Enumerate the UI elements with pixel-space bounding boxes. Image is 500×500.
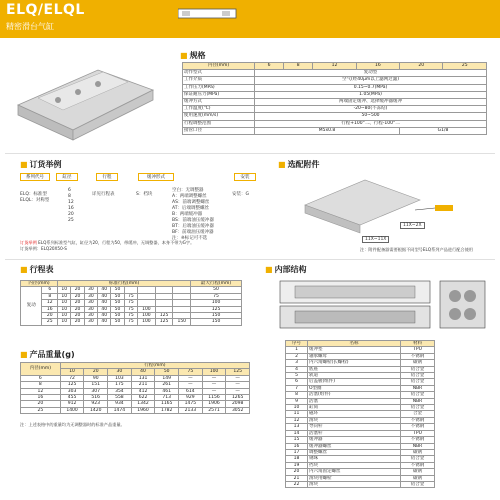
stroke-bore-cell: 25: [42, 319, 58, 325]
spec-label: 行程调整范围: [183, 120, 255, 127]
stroke-std-cell: 50: [111, 306, 124, 312]
internal-material-cell: 碳钢: [401, 360, 435, 366]
weight-cell: 2098: [226, 401, 250, 407]
spec-label: 保证耐压力(MPa): [183, 91, 255, 98]
spec-label: 工作温度(℃): [183, 106, 255, 113]
order-option: 空白：无调整器: [172, 188, 204, 193]
stroke-std-cell: 75: [124, 306, 137, 312]
stroke-max-cell: 75: [191, 293, 242, 299]
stroke-std-cell: 10: [58, 306, 71, 312]
order-note: ELQ系列标准型气缸，缸径为20，行程为50，带缓冲，无调整器，本身不带为G字。: [38, 240, 195, 245]
internal-no-cell: 13: [286, 424, 308, 430]
spec-value-2: G1/8: [400, 127, 487, 134]
internal-no-cell: 18: [286, 456, 308, 462]
internal-name-cell: 挡块: [308, 462, 401, 468]
spec-value: 行程+100°二、行程-100°二: [255, 120, 487, 127]
internal-no-cell: 11: [286, 411, 308, 417]
order-extra-note: 注：※标记可不选: [172, 236, 208, 241]
stroke-std-cell: 125: [155, 313, 173, 319]
weight-cell: 2133: [179, 407, 203, 413]
accessory-note: 注：附件配备器需要根据不同型号ELQ系列产品进行配合使用: [360, 247, 473, 252]
spec-value: -20~80(不冻结): [255, 106, 487, 113]
stroke-std-cell: 20: [71, 287, 84, 293]
weight-cell: 1420: [84, 407, 108, 413]
internal-material-cell: 不锈钢: [401, 353, 435, 359]
stroke-std-cell: 30: [84, 319, 97, 325]
order-box-bore: 缸径: [56, 173, 78, 181]
weight-cell: 1156: [202, 395, 226, 401]
stroke-std-cell: 100: [138, 313, 156, 319]
stroke-std-cell: 40: [98, 306, 111, 312]
weight-cell: 1474: [108, 407, 132, 413]
internal-no-cell: 6: [286, 379, 308, 385]
weight-bore-cell: 20: [21, 401, 61, 407]
internal-no-cell: 15: [286, 437, 308, 443]
product-image: [8, 50, 158, 150]
weight-cell: 125: [60, 382, 84, 388]
weight-cell: —: [202, 388, 226, 394]
order-col-adjust: [172, 188, 214, 242]
stroke-std-cell: 100: [138, 306, 156, 312]
internal-material-cell: NBR: [401, 385, 435, 391]
internal-material-cell: 碳钢: [401, 469, 435, 475]
weight-cell: —: [202, 382, 226, 388]
spec-label: 缓冲方式: [183, 99, 255, 106]
order-option: 16: [68, 206, 74, 211]
order-col-bore: [68, 188, 74, 224]
stroke-std-cell: 40: [98, 313, 111, 319]
internal-material-cell: TPU: [401, 347, 435, 353]
internal-material-cell: 碳钢: [401, 475, 435, 481]
specs-heading: ■ 规格: [180, 51, 206, 60]
page-title: ELQ/ELQL: [6, 2, 85, 18]
stroke-std-cell: 40: [98, 319, 111, 325]
weight-cell: 261: [155, 382, 179, 388]
specs-bore-5: 25: [443, 63, 487, 70]
weight-cell: 558: [108, 395, 132, 401]
order-box-sep: [124, 173, 132, 181]
spec-value: 复动型: [255, 70, 487, 77]
internal-name-cell: 滑块: [308, 417, 401, 423]
weight-cell: 1906: [202, 401, 226, 407]
stroke-heading: ■ 行程表: [20, 265, 54, 274]
order-col-stroke: 详见行程表: [92, 192, 115, 197]
table-row: [21, 319, 242, 325]
internal-name-cell: 缸筒: [308, 405, 401, 411]
order-box-series: 系列代号: [20, 173, 50, 181]
weight-cell: 516: [84, 395, 108, 401]
stroke-std-cell: 50: [111, 287, 124, 293]
stroke-max-cell: 50: [191, 287, 242, 293]
page-subtitle: 精密滑台气缸: [6, 22, 54, 31]
stroke-std-cell: 75: [124, 319, 137, 325]
weight-cell: 412: [131, 388, 155, 394]
stroke-group-cell: 复动: [21, 287, 42, 325]
order-option: 12: [68, 200, 74, 205]
internal-no-cell: 10: [286, 405, 308, 411]
stroke-std-cell: 10: [58, 287, 71, 293]
weight-bore-cell: 8: [21, 382, 61, 388]
stroke-table: [20, 280, 242, 326]
weight-cell: 1265: [226, 395, 250, 401]
internal-no-cell: 21: [286, 475, 308, 481]
internal-no-cell: 5: [286, 373, 308, 379]
internal-name-cell: 底座: [308, 366, 401, 372]
internal-heading: ■ 内部结构: [265, 265, 307, 274]
weight-cell: 614: [179, 388, 203, 394]
divider: [5, 259, 495, 260]
internal-material-cell: NBR: [401, 443, 435, 449]
internal-name-cell: 缓冲器螺丝: [308, 443, 401, 449]
internal-no-cell: 20: [286, 469, 308, 475]
weight-cell: 175: [108, 382, 132, 388]
weight-cell: 934: [108, 401, 132, 407]
stroke-std-cell: 50: [111, 300, 124, 306]
weight-stroke-head: 75: [179, 369, 203, 375]
accessory-tag: 11X~2X: [400, 222, 425, 229]
weight-heading: ■ 产品重量(g): [20, 350, 75, 359]
internal-no-cell: 22: [286, 481, 308, 487]
weight-cell: —: [226, 388, 250, 394]
order-example-code: 订货举例：ELQ20X50-S: [20, 246, 67, 251]
stroke-bore-cell: 20: [42, 313, 58, 319]
order-heading: ■ 订货举例: [20, 160, 62, 169]
internal-material-cell: NBR: [401, 398, 435, 404]
stroke-std-cell: 10: [58, 319, 71, 325]
stroke-std-cell: 75: [124, 300, 137, 306]
internal-material-cell: 不锈钢: [401, 462, 435, 468]
stroke-col-std: 标准行程(mm): [58, 281, 191, 287]
internal-no-cell: 2: [286, 353, 308, 359]
stroke-bore-cell: 6: [42, 287, 58, 293]
stroke-std-cell: 10: [58, 313, 71, 319]
weight-bore-cell: 16: [21, 395, 61, 401]
weight-cell: 303: [60, 388, 84, 394]
internal-no-cell: 14: [286, 430, 308, 436]
order-box-sep: [84, 173, 92, 181]
weight-cell: 1342: [131, 401, 155, 407]
weight-cell: 211: [131, 382, 155, 388]
stroke-std-cell: 100: [138, 319, 156, 325]
stroke-std-cell: 10: [58, 300, 71, 306]
internal-material-cell: 碳钢: [401, 449, 435, 455]
internal-no-cell: 9: [286, 398, 308, 404]
internal-material-cell: 铝合金: [401, 366, 435, 372]
internal-col-no: 序号: [286, 341, 308, 347]
accessory-tag: 11X~11X: [362, 236, 389, 243]
weight-cell: 622: [131, 395, 155, 401]
internal-name-cell: 调整螺丝: [308, 449, 401, 455]
order-option: AT：后端调整螺丝: [172, 206, 209, 211]
weight-cell: 131: [131, 375, 155, 381]
stroke-std-cell: 30: [84, 287, 97, 293]
stroke-std-cell: 75: [124, 313, 137, 319]
internal-no-cell: 3: [286, 360, 308, 366]
internal-structure-drawing: [275, 276, 490, 336]
stroke-std-cell: 30: [84, 306, 97, 312]
internal-name-cell: 缓冲垫: [308, 347, 401, 353]
weight-note: 注：上述表格中的重量均为无调整器时的标准产品重量。: [20, 422, 125, 427]
spec-label: 工作压力(MPa): [183, 84, 255, 91]
weight-cell: 912: [60, 401, 84, 407]
stroke-max-cell: 125: [191, 306, 242, 312]
internal-table: [285, 340, 435, 488]
order-box-cushion: 缓冲形式: [138, 173, 174, 181]
weight-stroke-head: 30: [108, 369, 132, 375]
specs-table: [182, 62, 487, 135]
internal-name-cell: 内六角固定螺丝: [308, 469, 401, 475]
weight-cell: —: [202, 375, 226, 381]
internal-no-cell: 17: [286, 449, 308, 455]
order-code-row: [20, 173, 260, 183]
weight-cell: —: [226, 375, 250, 381]
internal-name-cell: 活塞杆: [308, 430, 401, 436]
spec-label: 工作介质: [183, 77, 255, 84]
order-option: 8: [68, 194, 71, 199]
stroke-std-cell: 20: [71, 300, 84, 306]
specs-bore-2: 12: [313, 63, 356, 70]
spec-value: M5x0.8: [255, 127, 400, 134]
weight-cell: 1165: [155, 401, 179, 407]
internal-col-material: 材料: [401, 341, 435, 347]
stroke-bore-cell: 16: [42, 306, 58, 312]
specs-bore-1: 8: [284, 63, 313, 70]
stroke-std-cell: 40: [98, 287, 111, 293]
weight-bore-label: 内径(mm): [21, 363, 61, 376]
weight-cell: 923: [84, 401, 108, 407]
specs-bore-0: 6: [255, 63, 284, 70]
order-option: S：档块: [136, 192, 153, 197]
weight-bore-cell: 12: [21, 388, 61, 394]
internal-name-cell: 磁环: [308, 411, 401, 417]
internal-no-cell: 16: [286, 443, 308, 449]
internal-material-cell: 不锈钢: [401, 424, 435, 430]
cylinder-logo-icon: [178, 6, 238, 20]
order-col-cushion: [136, 192, 152, 198]
stroke-std-cell: 50: [111, 319, 124, 325]
internal-material-cell: 铝合金: [401, 405, 435, 411]
weight-cell: 461: [155, 388, 179, 394]
internal-name-cell: 后盖板(组件): [308, 379, 401, 385]
internal-name-cell: 活塞: [308, 398, 401, 404]
weight-stroke-head: 100: [202, 369, 226, 375]
stroke-bore-cell: 8: [42, 293, 58, 299]
internal-name-cell: O型圈: [308, 385, 401, 391]
table-row: [286, 481, 435, 487]
accessory-heading: ■ 选配附件: [278, 160, 320, 169]
weight-cell: 1400: [60, 407, 84, 413]
weight-cell: 713: [155, 395, 179, 401]
internal-material-cell: 不锈钢: [401, 437, 435, 443]
order-option: AS：前端调整螺丝: [172, 200, 210, 205]
stroke-max-cell: 150: [191, 313, 242, 319]
stroke-std-cell: 50: [111, 313, 124, 319]
internal-col-name: 名称: [308, 341, 401, 347]
internal-name-cell: 内六角螺栓(长螺栓): [308, 360, 401, 366]
spec-label: 动作型式: [183, 70, 255, 77]
internal-name-cell: 缓冲器: [308, 437, 401, 443]
stroke-std-cell: 20: [71, 306, 84, 312]
internal-name-cell: 滑块: [308, 481, 401, 487]
order-box-mount: 安装: [234, 173, 256, 181]
order-example-note: [20, 240, 270, 252]
internal-no-cell: 1: [286, 347, 308, 353]
weight-stroke-head: 40: [131, 369, 155, 375]
spec-value: 空气(经40μm以上滤网过滤): [255, 77, 487, 84]
accessory-image: [300, 175, 480, 245]
order-note-red: 订货举例: [20, 240, 37, 245]
stroke-max-cell: 150: [191, 319, 242, 325]
specs-bore-label: 内径(mm): [183, 63, 255, 70]
stroke-std-cell: 30: [84, 293, 97, 299]
spec-value: 两端固定缓冲、选择缓冲器缓冲: [255, 99, 487, 106]
stroke-std-cell: 40: [98, 300, 111, 306]
internal-material-cell: 铝合金: [401, 456, 435, 462]
internal-material-cell: 铝合金: [401, 379, 435, 385]
order-option: 20: [68, 212, 74, 217]
weight-cell: 149: [155, 375, 179, 381]
spec-value: 50~500: [255, 113, 487, 120]
spec-value: 1.05(MPa): [255, 91, 487, 98]
stroke-std-cell: 30: [84, 313, 97, 319]
weight-stroke-head: 50: [155, 369, 179, 375]
weight-cell: —: [226, 382, 250, 388]
weight-cell: 151: [84, 382, 108, 388]
internal-no-cell: 8: [286, 392, 308, 398]
weight-stroke-head: 10: [60, 369, 84, 375]
weight-cell: 929: [179, 395, 203, 401]
internal-name-cell: 轴承螺母: [308, 353, 401, 359]
internal-name-cell: 轨道: [308, 373, 401, 379]
stroke-std-cell: 20: [71, 319, 84, 325]
stroke-std-cell: 75: [124, 293, 137, 299]
weight-cell: —: [179, 382, 203, 388]
order-option: ELQL：对称型: [20, 198, 50, 203]
internal-material-cell: 不锈钢: [401, 417, 435, 423]
stroke-std-cell: 10: [58, 293, 71, 299]
order-option: 6: [68, 188, 71, 193]
weight-cell: 1475: [179, 401, 203, 407]
order-box-stroke: 行程: [96, 173, 118, 181]
weight-cell: 2571: [202, 407, 226, 413]
weight-cell: 3052: [226, 407, 250, 413]
internal-material-cell: 铝合金: [401, 392, 435, 398]
internal-material-cell: TPU: [401, 430, 435, 436]
internal-no-cell: 19: [286, 462, 308, 468]
order-col-series: [20, 192, 49, 204]
order-option: B：两端缓冲器: [172, 212, 203, 217]
weight-stroke-head: 125: [226, 369, 250, 375]
internal-material-cell: 铝合金: [401, 481, 435, 487]
weight-bore-cell: 6: [21, 375, 61, 381]
order-option: A：两端调整螺丝: [172, 194, 207, 199]
stroke-std-cell: 20: [71, 313, 84, 319]
spec-value: 0.15~0.7(MPa): [255, 84, 487, 91]
order-option: BT：后端油压缓冲器: [172, 224, 214, 229]
stroke-col-max: 最大行程(mm): [191, 281, 242, 287]
weight-cell: 307: [84, 388, 108, 394]
internal-material-cell: 合金: [401, 411, 435, 417]
stroke-col-bore: 内径(mm): [21, 281, 58, 287]
weight-cell: —: [179, 375, 203, 381]
stroke-std-cell: 50: [111, 293, 124, 299]
order-option: 25: [68, 218, 74, 223]
stroke-std-cell: 40: [98, 293, 111, 299]
specs-bore-4: 20: [400, 63, 443, 70]
weight-stroke-head: 20: [84, 369, 108, 375]
order-option: BF：前端油压缓冲器: [172, 230, 214, 235]
weight-cell: 1960: [131, 407, 155, 413]
stroke-max-cell: 100: [191, 300, 242, 306]
weight-cell: 354: [108, 388, 132, 394]
spec-label: 接管口径: [183, 127, 255, 134]
weight-stroke-label: 行程(mm): [60, 363, 249, 369]
stroke-std-cell: 30: [84, 300, 97, 306]
stroke-std-cell: 125: [155, 319, 173, 325]
spec-label: 使用速度(mm/s): [183, 113, 255, 120]
internal-no-cell: 4: [286, 366, 308, 372]
divider: [5, 153, 495, 154]
order-col-mount: 安装：G: [232, 192, 249, 197]
internal-no-cell: 7: [286, 385, 308, 391]
weight-bore-cell: 25: [21, 407, 61, 413]
stroke-bore-cell: 12: [42, 300, 58, 306]
table-row: [21, 407, 250, 413]
weight-cell: 72: [60, 375, 84, 381]
internal-name-cell: 活塞(组件): [308, 392, 401, 398]
order-option: BS：前端油压缓冲器: [172, 218, 214, 223]
internal-name-cell: 钢珠: [308, 456, 401, 462]
stroke-std-cell: 20: [71, 293, 84, 299]
weight-cell: 90: [84, 375, 108, 381]
weight-table: [20, 362, 250, 414]
weight-cell: 1782: [155, 407, 179, 413]
weight-cell: 455: [60, 395, 84, 401]
internal-no-cell: 12: [286, 417, 308, 423]
internal-material-cell: 铝合金: [401, 373, 435, 379]
order-box-sep: [180, 173, 188, 181]
internal-name-cell: 滑块用螺栓: [308, 475, 401, 481]
specs-bore-3: 16: [356, 63, 399, 70]
order-option: ELQ：标准型: [20, 192, 47, 197]
stroke-std-cell: 150: [173, 319, 191, 325]
weight-cell: 103: [108, 375, 132, 381]
internal-name-cell: 导向杆: [308, 424, 401, 430]
